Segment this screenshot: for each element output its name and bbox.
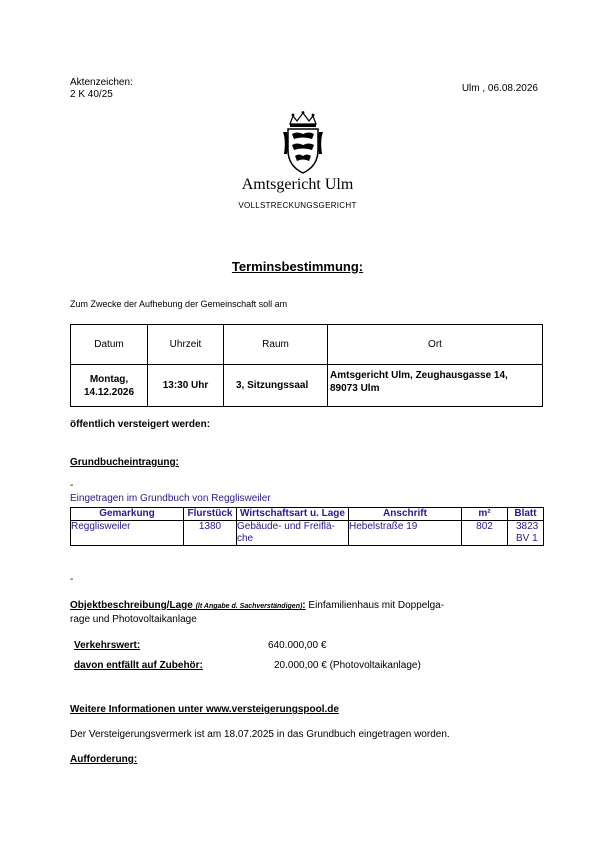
cell-gemarkung: Regglisweiler xyxy=(71,521,184,546)
versteigert-text: öffentlich versteigert werden: xyxy=(70,419,211,430)
grundbuch-table-header xyxy=(71,508,544,521)
cell-wirtschaftsart xyxy=(237,521,349,546)
blatt-line1: 3823 xyxy=(516,521,539,532)
cell-m2: 802 xyxy=(462,521,508,546)
info-link[interactable]: Weitere Informationen unter www.versteigerungspool.de xyxy=(70,704,339,715)
intro-text: Zum Zwecke der Aufhebung der Gemeinschaft soll am xyxy=(70,299,288,309)
place-date: Ulm , 06.08.2026 xyxy=(461,83,538,94)
cell-datum xyxy=(71,365,148,407)
cell-ort xyxy=(328,365,543,407)
aktenzeichen-block xyxy=(70,77,133,101)
zubehoer-value: 20.000,00 € (Photovoltaikanlage) xyxy=(274,660,421,671)
objekt-text-line1: Einfamilienhaus mit Doppelga- xyxy=(305,600,445,611)
termin-table xyxy=(70,324,543,407)
termin-table-row xyxy=(71,365,543,407)
objekt-label-text: Objektbeschreibung/Lage xyxy=(70,600,193,611)
cell-raum: 3, Sitzungssaal xyxy=(224,365,328,407)
dash-separator: - xyxy=(70,574,74,585)
cell-flurstueck: 1380 xyxy=(184,521,237,546)
page-title: Terminsbestimmung: xyxy=(231,259,364,274)
ort-line2: 89073 Ulm xyxy=(330,383,380,394)
header-ort: Ort xyxy=(328,325,543,365)
wirtschaftsart-line2: che xyxy=(237,533,254,544)
grundbuch-eingetragen: Eingetragen im Grundbuch von Regglisweiler xyxy=(70,493,271,504)
grundbuch-heading: Grundbucheintragung: xyxy=(70,457,179,468)
court-name: Amtsgericht Ulm xyxy=(241,176,354,193)
col-blatt: Blatt xyxy=(508,508,544,521)
blatt-line2: BV 1 xyxy=(516,533,538,544)
verkehrswert-value: 640.000,00 € xyxy=(268,640,327,651)
court-department: VOLLSTRECKUNGSGERICHT xyxy=(238,201,357,210)
aktenzeichen-value: 2 K 40/25 xyxy=(70,89,113,100)
datum-date: 14.12.2026 xyxy=(83,386,135,398)
vermerk-text: Der Versteigerungsvermerk ist am 18.07.2025 in das Grundbuch eingetragen worden. xyxy=(70,729,450,740)
ort-line1: Amtsgericht Ulm, Zeughausgasse 14, xyxy=(330,370,508,381)
header-uhrzeit: Uhrzeit xyxy=(148,325,224,365)
grundbuch-table xyxy=(70,507,544,546)
datum-weekday: Montag, xyxy=(89,373,129,385)
table-row xyxy=(71,521,544,546)
col-m2: m² xyxy=(462,508,508,521)
cell-anschrift: Hebelstraße 19 xyxy=(349,521,462,546)
dash-separator: - xyxy=(70,480,74,491)
objekt-hint: (lt Angabe d. Sachverständigen) xyxy=(195,603,303,610)
zubehoer-label: davon entfällt auf Zubehör: xyxy=(74,660,203,671)
cell-blatt xyxy=(508,521,544,546)
col-flurstueck: Flurstück xyxy=(184,508,237,521)
verkehrswert-label: Verkehrswert: xyxy=(74,640,141,651)
col-gemarkung: Gemarkung xyxy=(71,508,184,521)
aufforderung-heading: Aufforderung: xyxy=(70,754,138,765)
coat-of-arms-icon xyxy=(281,110,325,176)
objekt-text-line2: rage und Photovoltaikanlage xyxy=(70,614,197,625)
header-raum: Raum xyxy=(224,325,328,365)
objektbeschreibung xyxy=(70,599,530,626)
wirtschaftsart-line1: Gebäude- und Freiflä- xyxy=(237,521,335,532)
aktenzeichen-label: Aktenzeichen: xyxy=(70,77,133,88)
objekt-colon: : xyxy=(302,600,306,611)
termin-table-header xyxy=(71,325,543,365)
col-wirtschaftsart: Wirtschaftsart u. Lage xyxy=(237,508,349,521)
cell-uhrzeit: 13:30 Uhr xyxy=(148,365,224,407)
objekt-label xyxy=(70,600,306,611)
header-datum: Datum xyxy=(71,325,148,365)
col-anschrift: Anschrift xyxy=(349,508,462,521)
